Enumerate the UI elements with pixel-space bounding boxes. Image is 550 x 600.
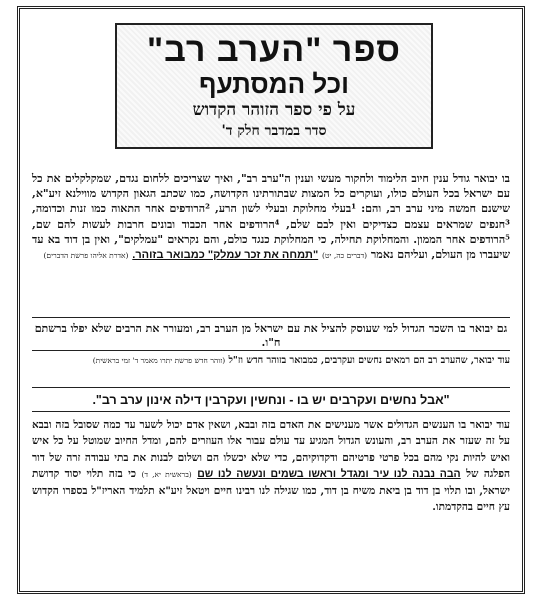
intro-quote: "תמחה את זכר עמלק" כמבואר בזוהר. [132,249,319,262]
intro-source-a: (דברים כה, יט) [322,251,368,261]
zohar-paragraph [32,354,510,368]
divider-line [32,411,510,412]
divider-line [32,317,510,318]
reward-text: גם יבואר בו השכר הגדול למי שעוסק להציל את עם ישראל מן הערב רב, ומעורר את הרבים שלא יפלו ברשתם ח"ו. [34,322,508,349]
punishment-text-b: כי בזה תלוי יסוד קדושת ישראל, ובו תלוי בן דוד בן ביאת משיח בן דוד, כמו שגילה לנו רבינו חיים ויטאל זיע"א תלמיד האריז"ל בספרו הקדוש עץ חיים בהקדמתו. [32,467,510,514]
divider-line [32,350,510,351]
zohar-quote: "אבל נחשים ועקרבים יש בו - ונחשין ועקרבין דילה אינון ערב רב". [92,393,450,407]
book-title: ספר "הערב רב" [147,31,401,69]
divider-line [32,387,510,388]
babel-source: (בראשית יא, ד) [141,469,192,479]
babel-quote: הבה נבנה לנו עיר ומגדל וראשו בשמים ונעשה לנו שם [197,467,461,480]
intro-paragraph [32,171,510,263]
title-source-line: על פי ספר הזוהר הקדוש [192,100,356,120]
punishment-paragraph [32,417,510,516]
book-subtitle: וכל המסתעף [199,69,349,99]
intro-text: בו יבואר גודל ענין חיוב הלימוד ולחקור מעשי וענין ה"ערב רב", ואיך שצריכים ללחום נגדם, שמקלקלים את כל עם ישראל בכל העולם כולו, ועוקרים כל המצות שבתורתינו הקדושה, כמו שכתב הגאון הקדוש מווילנא זיע"א, שישנם חמשה מיני ערב רב, והם: ¹בעלי מחלוקת ובעלי לשון הרע, ²הרודפים אחר התאוה כמו זנות וכדומה, ³חנפים שמראים עצמם כצדיקים ואין לבם שלם, ⁴הרודפים אחר הכבוד ובונים חרבות לעשות להם שם, ⁵הרודפים אחר הממון. והמחלוקת תחילה, כי המחלוקת כנגד כולם, והם נקראים "עמלקים", ואין בן דוד בא עד שיעברו מן העולם, ועליהם נאמר [32,172,510,262]
punishment-text-a: עוד יבואר בו הענשים הגדולים אשר מענישים את האדם בזה ובבא, ושאין אדם יכול לשער עד כמה שסובל בזה ובבא על זה שעזר את הערב רב, והעונש הגדול המגיע עד עולם עבור אלו העוזרים להם, ומדל החיוב שמוטל על כל איש ואיש להיות נקי מהם בכל פרטי פרטיהם ודקדוקיהם, כדי שלא יכשלו הם ושלום לבנות את בתי עבודה זרה של דור הפלגה של [32,419,511,480]
intro-source-b: (אדרת אליהו פרשת הדברים) [43,251,129,261]
title-box [115,23,433,149]
reward-paragraph [32,322,510,350]
title-section-line: סדר במדבר חלק ד' [221,123,327,139]
zohar-text: עוד יבואר, שהערב רב הם רמאים נחשים ועקרבים, כמבואר בזוהר חדש וז"ל [228,355,510,366]
document-page [17,6,525,594]
zohar-source: (זוהר חדש פרשת יתרו מאמר ד' זמי בראשית) [92,356,226,365]
